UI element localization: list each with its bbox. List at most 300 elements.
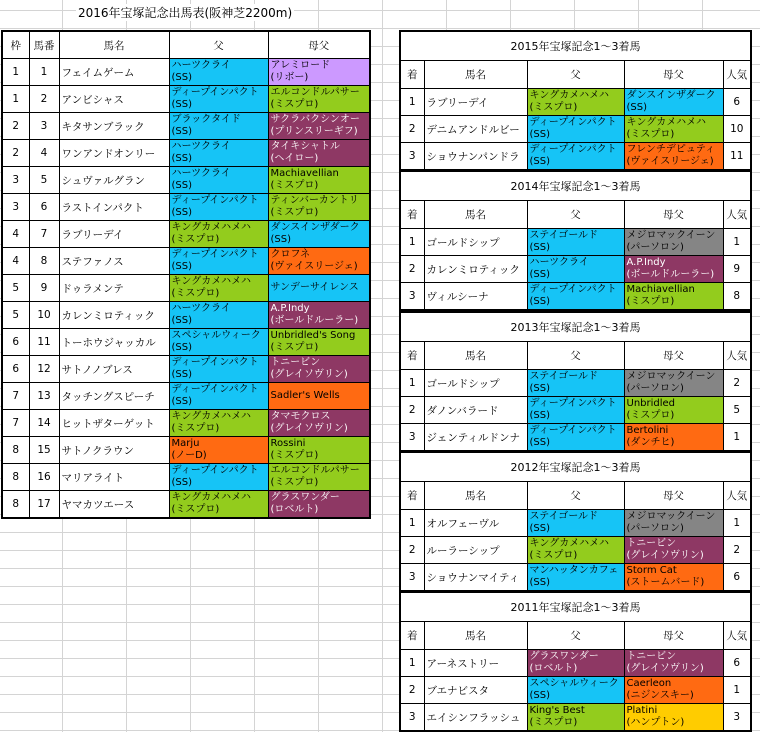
past-results-title-row [400, 31, 751, 61]
past-results-title: 2013年宝塚記念1～3着馬 [400, 312, 751, 342]
header-sire: 父 [527, 342, 624, 370]
header-popularity: 人気 [723, 622, 751, 650]
entry-sire-main: ハーツクライ [171, 141, 231, 152]
entry-row [2, 464, 370, 491]
entry-broodmare-sire [268, 410, 370, 437]
past-sire-main: キングカメハメハ [529, 90, 609, 101]
entry-waku: 8 [2, 437, 29, 464]
past-sire-line: (SS) [529, 523, 550, 534]
entry-sire-main: スペシャルウィーク [171, 330, 261, 341]
entries-header-row [2, 31, 370, 59]
entry-sire [169, 302, 268, 329]
entry-sire-line: (SS) [171, 315, 192, 326]
past-popularity: 2 [723, 370, 751, 397]
entry-sire-line: (SS) [171, 396, 192, 407]
entry-horse-name: サトノノブレス [59, 356, 169, 383]
past-horse-name: ブエナビスタ [424, 677, 527, 704]
past-finish: 1 [400, 229, 424, 256]
entry-sire-line: (ミスプロ) [171, 423, 220, 434]
entry-sire [169, 329, 268, 356]
header-horse-name: 馬名 [424, 622, 527, 650]
entry-broodmare-sire-main: サクラバクシンオー [270, 114, 360, 125]
past-sire-main: マンハッタンカフェ [529, 565, 619, 576]
past-broodmare-sire [624, 116, 723, 143]
past-broodmare-sire-main: メジロマックイーン [626, 371, 716, 382]
entry-sire [169, 356, 268, 383]
past-broodmare-sire-line: (ヴァイスリージェ) [626, 156, 714, 167]
entry-broodmare-sire [268, 194, 370, 221]
past-sire-main: ディープインパクト [529, 117, 617, 128]
entry-broodmare-sire [268, 356, 370, 383]
past-broodmare-sire [624, 510, 723, 537]
entry-broodmare-sire-main: エルコンドルパサー [270, 465, 360, 476]
entry-umaban: 15 [29, 437, 59, 464]
entry-broodmare-sire-main: サンデーサイレンス [270, 282, 359, 293]
entry-horse-name: ステファノス [59, 248, 169, 275]
entry-waku: 3 [2, 167, 29, 194]
past-horse-name: ヴィルシーナ [424, 283, 527, 311]
past-sire [527, 424, 624, 452]
past-finish: 3 [400, 704, 424, 732]
entry-horse-name: ワンアンドオンリー [59, 140, 169, 167]
past-result-row [400, 256, 751, 283]
past-horse-name: オルフェーヴル [424, 510, 527, 537]
past-sire [527, 704, 624, 732]
entry-broodmare-sire [268, 491, 370, 519]
past-popularity: 8 [723, 283, 751, 311]
entry-horse-name: タッチングスピーチ [59, 383, 169, 410]
entry-horse-name: カレンミロティック [59, 302, 169, 329]
entry-broodmare-sire-main: A.P.Indy [270, 303, 310, 314]
entry-umaban: 16 [29, 464, 59, 491]
past-result-row [400, 89, 751, 116]
entry-umaban: 11 [29, 329, 59, 356]
past-broodmare-sire [624, 650, 723, 677]
entry-broodmare-sire-line: (ミスプロ) [270, 477, 319, 488]
past-broodmare-sire-main: メジロマックイーン [626, 230, 716, 241]
entry-sire [169, 248, 268, 275]
entry-sire [169, 383, 268, 410]
entry-broodmare-sire-main: アレミロード [270, 60, 331, 71]
header-finish: 着 [400, 201, 424, 229]
header-finish: 着 [400, 61, 424, 89]
entries-body [2, 59, 370, 519]
entry-broodmare-sire-main: グラスワンダー [270, 492, 340, 503]
entry-waku: 4 [2, 248, 29, 275]
past-sire [527, 283, 624, 311]
entry-sire [169, 59, 268, 86]
entry-row [2, 221, 370, 248]
past-finish: 2 [400, 537, 424, 564]
past-sire [527, 677, 624, 704]
header-sire: 父 [527, 482, 624, 510]
past-sire-line: (ロベルト) [529, 663, 578, 674]
past-broodmare-sire-line: (パーソロン) [626, 242, 684, 253]
past-finish: 2 [400, 677, 424, 704]
entry-row [2, 140, 370, 167]
page-title: 2016年宝塚記念出馬表(阪神芝2200m) [78, 6, 293, 20]
past-result-row [400, 143, 751, 171]
entry-broodmare-sire-main: Sadler's Wells [270, 390, 340, 401]
past-result-row [400, 116, 751, 143]
entry-umaban: 6 [29, 194, 59, 221]
entry-broodmare-sire-line: (グレイソヴリン) [270, 423, 348, 434]
header-broodmare-sire: 母父 [268, 31, 370, 59]
past-broodmare-sire [624, 537, 723, 564]
past-sire-line: (ミスプロ) [529, 550, 578, 561]
entry-sire-main: ハーツクライ [171, 303, 231, 314]
entry-broodmare-sire-line: (プリンスリーギフ) [270, 126, 358, 137]
entry-broodmare-sire-line: (SS) [270, 234, 291, 245]
entry-sire [169, 410, 268, 437]
past-popularity: 1 [723, 229, 751, 256]
entry-broodmare-sire [268, 140, 370, 167]
header-waku: 枠 [2, 31, 29, 59]
past-finish: 1 [400, 370, 424, 397]
past-finish: 3 [400, 283, 424, 311]
past-sire [527, 370, 624, 397]
entry-row [2, 275, 370, 302]
entry-waku: 7 [2, 383, 29, 410]
past-sire-line: (SS) [529, 690, 550, 701]
header-sire: 父 [527, 622, 624, 650]
entry-sire-main: キングカメハメハ [171, 276, 251, 287]
past-broodmare-sire-line: (ニジンスキー) [626, 690, 694, 701]
entry-sire-main: Marju [171, 438, 200, 449]
past-horse-name: ゴールドシップ [424, 229, 527, 256]
past-finish: 3 [400, 143, 424, 171]
past-broodmare-sire [624, 256, 723, 283]
header-sire: 父 [527, 201, 624, 229]
past-sire [527, 116, 624, 143]
past-finish: 3 [400, 564, 424, 592]
header-broodmare-sire: 母父 [624, 482, 723, 510]
past-broodmare-sire-main: トニービン [626, 538, 677, 549]
past-sire-main: ステイゴールド [529, 371, 598, 382]
past-broodmare-sire-main: Unbridled [626, 398, 676, 409]
entry-broodmare-sire [268, 302, 370, 329]
entry-sire-main: キングカメハメハ [171, 492, 251, 503]
entry-waku: 1 [2, 86, 29, 113]
header-broodmare-sire: 母父 [624, 342, 723, 370]
entry-waku: 8 [2, 491, 29, 519]
past-sire [527, 510, 624, 537]
past-sire-main: ディープインパクト [529, 425, 617, 436]
entry-sire-main: ディープインパクト [171, 249, 259, 260]
entry-broodmare-sire [268, 59, 370, 86]
entry-waku: 7 [2, 410, 29, 437]
past-results-header-row [400, 61, 751, 89]
past-result-row [400, 283, 751, 311]
entry-waku: 6 [2, 356, 29, 383]
past-popularity: 6 [723, 650, 751, 677]
entry-horse-name: シュヴァルグラン [59, 167, 169, 194]
entry-waku: 5 [2, 302, 29, 329]
past-broodmare-sire-line: (パーソロン) [626, 523, 684, 534]
past-sire-line: (SS) [529, 156, 550, 167]
entry-broodmare-sire-line: (ミスプロ) [270, 207, 319, 218]
past-broodmare-sire-line: (グレイソヴリン) [626, 550, 704, 561]
past-finish: 2 [400, 116, 424, 143]
entry-waku: 3 [2, 194, 29, 221]
past-results-title-row [400, 171, 751, 201]
entry-broodmare-sire-line: (ヴァイスリージェ) [270, 261, 358, 272]
past-result-row [400, 397, 751, 424]
entry-umaban: 1 [29, 59, 59, 86]
past-sire-line: (SS) [529, 129, 550, 140]
header-popularity: 人気 [723, 342, 751, 370]
past-broodmare-sire-main: Caerleon [626, 678, 672, 689]
past-result-row [400, 704, 751, 732]
past-sire-main: スペシャルウィーク [529, 678, 619, 689]
entry-sire-main: ブラックタイド [171, 114, 241, 125]
entry-broodmare-sire [268, 464, 370, 491]
entry-broodmare-sire [268, 383, 370, 410]
entry-sire-line: (SS) [171, 72, 192, 83]
past-result-row [400, 229, 751, 256]
header-popularity: 人気 [723, 61, 751, 89]
past-results-header-row [400, 342, 751, 370]
entry-row [2, 410, 370, 437]
entry-umaban: 8 [29, 248, 59, 275]
entry-sire-line: (SS) [171, 153, 192, 164]
past-finish: 1 [400, 89, 424, 116]
entry-sire-line: (ミスプロ) [171, 288, 220, 299]
entry-broodmare-sire [268, 248, 370, 275]
past-results-table [399, 591, 752, 732]
header-popularity: 人気 [723, 201, 751, 229]
entry-row [2, 356, 370, 383]
entry-broodmare-sire [268, 113, 370, 140]
entry-broodmare-sire-line: (ロベルト) [270, 504, 319, 515]
past-popularity: 10 [723, 116, 751, 143]
header-horse-name: 馬名 [424, 342, 527, 370]
entry-sire [169, 113, 268, 140]
past-sire-line: (SS) [529, 296, 550, 307]
past-results-table [399, 170, 752, 311]
past-results-header-row [400, 622, 751, 650]
past-popularity: 1 [723, 424, 751, 452]
entry-umaban: 17 [29, 491, 59, 519]
entry-umaban: 7 [29, 221, 59, 248]
past-results-title: 2012年宝塚記念1～3着馬 [400, 452, 751, 482]
past-sire-main: ステイゴールド [529, 230, 598, 241]
entry-broodmare-sire-main: Rossini [270, 438, 306, 449]
entry-broodmare-sire-line: (グレイソヴリン) [270, 369, 348, 380]
past-finish: 1 [400, 650, 424, 677]
past-result-row [400, 370, 751, 397]
past-result-row [400, 677, 751, 704]
entry-sire-line: (SS) [171, 369, 192, 380]
entries-table [1, 30, 371, 519]
past-broodmare-sire-main: Machiavellian [626, 284, 695, 295]
past-sire-line: (ミスプロ) [529, 717, 578, 728]
past-broodmare-sire-line: (パーソロン) [626, 383, 684, 394]
entry-sire-main: キングカメハメハ [171, 411, 251, 422]
past-sire-line: (SS) [529, 577, 550, 588]
entry-sire-line: (SS) [171, 180, 192, 191]
entry-sire-line: (SS) [171, 477, 192, 488]
past-broodmare-sire-main: ダンスインザダーク [626, 90, 716, 101]
entry-umaban: 3 [29, 113, 59, 140]
header-popularity: 人気 [723, 482, 751, 510]
entry-waku: 1 [2, 59, 29, 86]
past-broodmare-sire [624, 564, 723, 592]
past-sire-main: ステイゴールド [529, 511, 598, 522]
entry-umaban: 14 [29, 410, 59, 437]
past-sire [527, 256, 624, 283]
entry-broodmare-sire-main: クロフネ [270, 249, 311, 260]
header-horse-name: 馬名 [59, 31, 169, 59]
entry-broodmare-sire-main: タイキシャトル [270, 141, 340, 152]
entry-row [2, 194, 370, 221]
past-horse-name: デニムアンドルビー [424, 116, 527, 143]
entry-row [2, 248, 370, 275]
past-broodmare-sire [624, 370, 723, 397]
past-sire-line: (ミスプロ) [529, 102, 578, 113]
entry-sire [169, 275, 268, 302]
entry-horse-name: トーホウジャッカル [59, 329, 169, 356]
entry-waku: 6 [2, 329, 29, 356]
entry-sire-line: (SS) [171, 126, 192, 137]
past-results-title-row [400, 312, 751, 342]
past-broodmare-sire-main: キングカメハメハ [626, 117, 706, 128]
entry-broodmare-sire-main: トニービン [270, 357, 321, 368]
entry-horse-name: マリアライト [59, 464, 169, 491]
past-broodmare-sire [624, 283, 723, 311]
header-horse-name: 馬名 [424, 482, 527, 510]
past-results-title: 2011年宝塚記念1～3着馬 [400, 592, 751, 622]
header-umaban: 馬番 [29, 31, 59, 59]
entry-waku: 8 [2, 464, 29, 491]
past-finish: 1 [400, 510, 424, 537]
entry-broodmare-sire-line: (ヘイロー) [270, 153, 319, 164]
past-sire-line: (SS) [529, 242, 550, 253]
header-sire: 父 [169, 31, 268, 59]
past-popularity: 11 [723, 143, 751, 171]
past-finish: 3 [400, 424, 424, 452]
entry-sire-line: (SS) [171, 99, 192, 110]
past-broodmare-sire [624, 704, 723, 732]
entry-sire [169, 194, 268, 221]
header-broodmare-sire: 母父 [624, 622, 723, 650]
entry-horse-name: ヤマカツエース [59, 491, 169, 519]
entry-sire-main: ハーツクライ [171, 168, 231, 179]
entry-horse-name: ラストインパクト [59, 194, 169, 221]
entry-broodmare-sire-main: ダンスインザダーク [270, 222, 360, 233]
past-sire-line: (SS) [529, 437, 550, 448]
entry-sire [169, 167, 268, 194]
past-broodmare-sire-main: メジロマックイーン [626, 511, 716, 522]
past-results-header-row [400, 201, 751, 229]
past-broodmare-sire [624, 229, 723, 256]
entry-broodmare-sire [268, 329, 370, 356]
header-horse-name: 馬名 [424, 61, 527, 89]
past-finish: 2 [400, 256, 424, 283]
entry-horse-name: アンビシャス [59, 86, 169, 113]
past-result-row [400, 424, 751, 452]
entry-waku: 5 [2, 275, 29, 302]
entry-horse-name: フェイムゲーム [59, 59, 169, 86]
entry-horse-name: ドゥラメンテ [59, 275, 169, 302]
entry-broodmare-sire-line: (ミスプロ) [270, 180, 319, 191]
past-popularity: 2 [723, 537, 751, 564]
entry-sire-line: (SS) [171, 261, 192, 272]
past-broodmare-sire-main: Platini [626, 705, 658, 716]
entry-broodmare-sire-line: (ボールドルーラー) [270, 315, 359, 326]
past-broodmare-sire [624, 677, 723, 704]
entry-umaban: 13 [29, 383, 59, 410]
past-horse-name: カレンミロティック [424, 256, 527, 283]
entry-sire [169, 464, 268, 491]
entry-horse-name: ヒットザターゲット [59, 410, 169, 437]
entry-broodmare-sire-main: Unbridled's Song [270, 330, 356, 341]
past-broodmare-sire [624, 397, 723, 424]
past-broodmare-sire-line: (ミスプロ) [626, 129, 675, 140]
entry-broodmare-sire [268, 221, 370, 248]
entry-row [2, 113, 370, 140]
past-sire [527, 650, 624, 677]
past-results-table [399, 451, 752, 592]
entry-broodmare-sire-main: Machiavellian [270, 168, 339, 179]
past-broodmare-sire-line: (グレイソヴリン) [626, 663, 704, 674]
past-sire-main: グラスワンダー [529, 651, 599, 662]
past-sire [527, 397, 624, 424]
entry-umaban: 2 [29, 86, 59, 113]
entry-umaban: 4 [29, 140, 59, 167]
entry-waku: 4 [2, 221, 29, 248]
header-finish: 着 [400, 342, 424, 370]
past-popularity: 1 [723, 510, 751, 537]
past-horse-name: ショウナンマイティ [424, 564, 527, 592]
entry-sire-main: ディープインパクト [171, 357, 259, 368]
entry-broodmare-sire-main: ティンバーカントリ [270, 195, 359, 206]
past-results-title: 2015年宝塚記念1～3着馬 [400, 31, 751, 61]
entry-broodmare-sire [268, 275, 370, 302]
past-broodmare-sire-line: (ミスプロ) [626, 410, 675, 421]
entry-sire-main: ディープインパクト [171, 87, 259, 98]
past-result-row [400, 564, 751, 592]
past-horse-name: ダノンバラード [424, 397, 527, 424]
past-broodmare-sire-main: Storm Cat [626, 565, 677, 576]
entry-row [2, 167, 370, 194]
past-broodmare-sire-main: Bertolini [626, 425, 669, 436]
entry-broodmare-sire-main: エルコンドルパサー [270, 87, 360, 98]
past-sire [527, 229, 624, 256]
past-finish: 2 [400, 397, 424, 424]
past-sire-main: ディープインパクト [529, 284, 617, 295]
entry-row [2, 383, 370, 410]
past-sire-main: ハーツクライ [529, 257, 589, 268]
past-horse-name: ルーラーシップ [424, 537, 527, 564]
entry-sire-line: (ノーD) [171, 450, 207, 461]
past-sire-line: (SS) [529, 383, 550, 394]
past-sire [527, 143, 624, 171]
past-horse-name: アーネストリー [424, 650, 527, 677]
header-sire: 父 [527, 61, 624, 89]
entry-broodmare-sire-line: (ミスプロ) [270, 450, 319, 461]
entry-sire [169, 86, 268, 113]
past-results-title-row [400, 452, 751, 482]
entry-broodmare-sire-main: タマモクロス [270, 411, 331, 422]
past-sire [527, 537, 624, 564]
past-sire-main: キングカメハメハ [529, 538, 609, 549]
entry-sire [169, 491, 268, 519]
entry-row [2, 302, 370, 329]
past-popularity: 6 [723, 89, 751, 116]
header-finish: 着 [400, 482, 424, 510]
entry-sire-main: ディープインパクト [171, 384, 259, 395]
